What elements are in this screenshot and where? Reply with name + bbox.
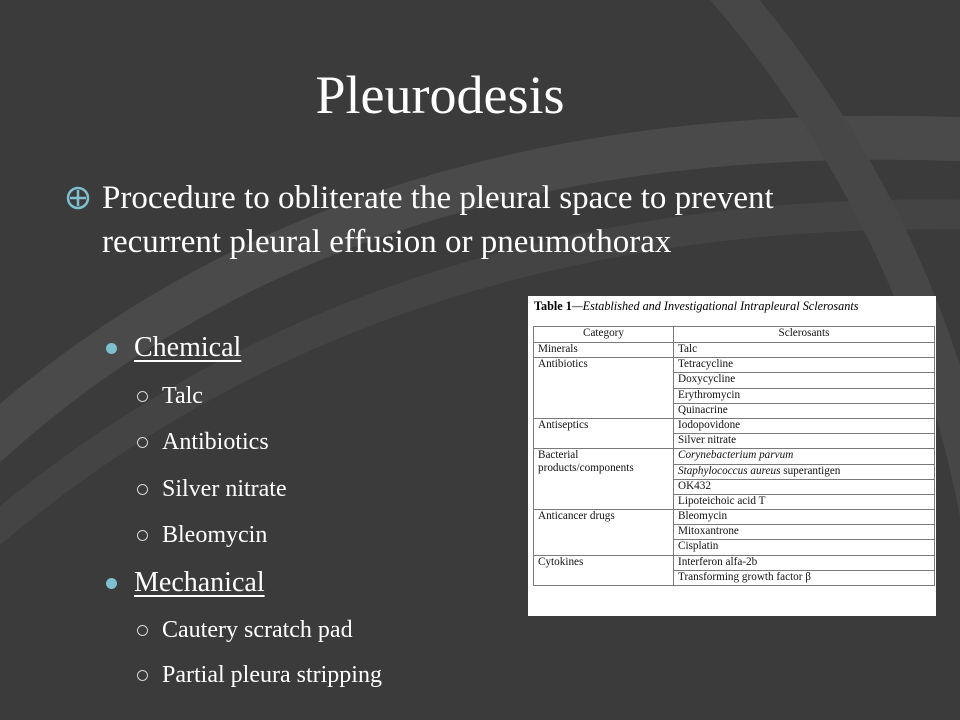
slide-title: Pleurodesis (315, 65, 565, 125)
sclerosant-cell: Tetracycline (674, 358, 935, 373)
sclerosant-cell: Silver nitrate (674, 434, 935, 449)
category-cell: Cytokines (534, 555, 674, 585)
list-item-label: Cautery scratch pad (162, 617, 353, 643)
table-row (534, 555, 935, 570)
section-label-chemical: Chemical (134, 332, 242, 363)
sclerosant-cell: Doxycycline (674, 373, 935, 388)
category-cell: Anticancer drugs (534, 510, 674, 556)
sclerosant-cell: Transforming growth factor β (674, 570, 935, 585)
category-cell: Minerals (534, 343, 674, 358)
hollow-circle-bullet-icon (137, 530, 148, 541)
hollow-circle-bullet-icon (137, 670, 148, 681)
sclerosant-cell: Mitoxantrone (674, 525, 935, 540)
category-cell: Bacterial products/components (534, 449, 674, 510)
category-cell: Antibiotics (534, 358, 674, 419)
sclerosant-cell: Bleomycin (674, 510, 935, 525)
sclerosants-table-image (528, 296, 936, 616)
sclerosant-cell: Talc (674, 343, 935, 358)
category-cell: Antiseptics (534, 418, 674, 448)
sclerosant-cell: Interferon alfa-2b (674, 555, 935, 570)
sclerosant-cell: Iodopovidone (674, 418, 935, 433)
main-bullet-text: Procedure to obliterate the pleural space to prevent recurrent pleural effusion or pneumothorax (102, 180, 774, 260)
table-caption-title: —Established and Investigational Intrapleural Sclerosants (571, 299, 859, 313)
table-row (534, 343, 935, 358)
table-row (534, 358, 935, 373)
sclerosant-cell: OK432 (674, 479, 935, 494)
table-caption-number: Table 1 (534, 299, 572, 313)
table-row (534, 510, 935, 525)
hollow-circle-bullet-icon (137, 437, 148, 448)
table-row (534, 449, 935, 464)
filled-circle-bullet-icon (106, 578, 117, 589)
hollow-circle-bullet-icon (137, 625, 148, 636)
sclerosant-cell: Staphylococcus aureus superantigen (674, 464, 935, 479)
column-header-category: Category (534, 327, 674, 343)
list-item-label: Silver nitrate (162, 476, 287, 502)
list-item-label: Bleomycin (162, 522, 268, 548)
organism-name: Staphylococcus aureus (678, 464, 781, 477)
sclerosant-cell: Corynebacterium parvum (674, 449, 935, 464)
hollow-circle-bullet-icon (137, 484, 148, 495)
column-header-sclerosants: Sclerosants (674, 327, 935, 343)
table-row (534, 418, 935, 433)
table-header-row (534, 327, 935, 343)
list-item-label: Antibiotics (162, 429, 269, 455)
filled-circle-bullet-icon (106, 343, 117, 354)
list-item-label: Talc (162, 383, 203, 409)
table-caption (534, 298, 934, 314)
sclerosant-cell: Quinacrine (674, 403, 935, 418)
sclerosants-table (533, 326, 935, 586)
sclerosant-cell: Lipoteichoic acid T (674, 494, 935, 509)
sclerosant-cell: Cisplatin (674, 540, 935, 555)
sclerosant-cell: Erythromycin (674, 388, 935, 403)
hollow-circle-bullet-icon (137, 391, 148, 402)
circled-cross-bullet-icon (64, 184, 92, 212)
list-item-label: Partial pleura stripping (162, 662, 382, 688)
section-label-mechanical: Mechanical (134, 567, 265, 598)
